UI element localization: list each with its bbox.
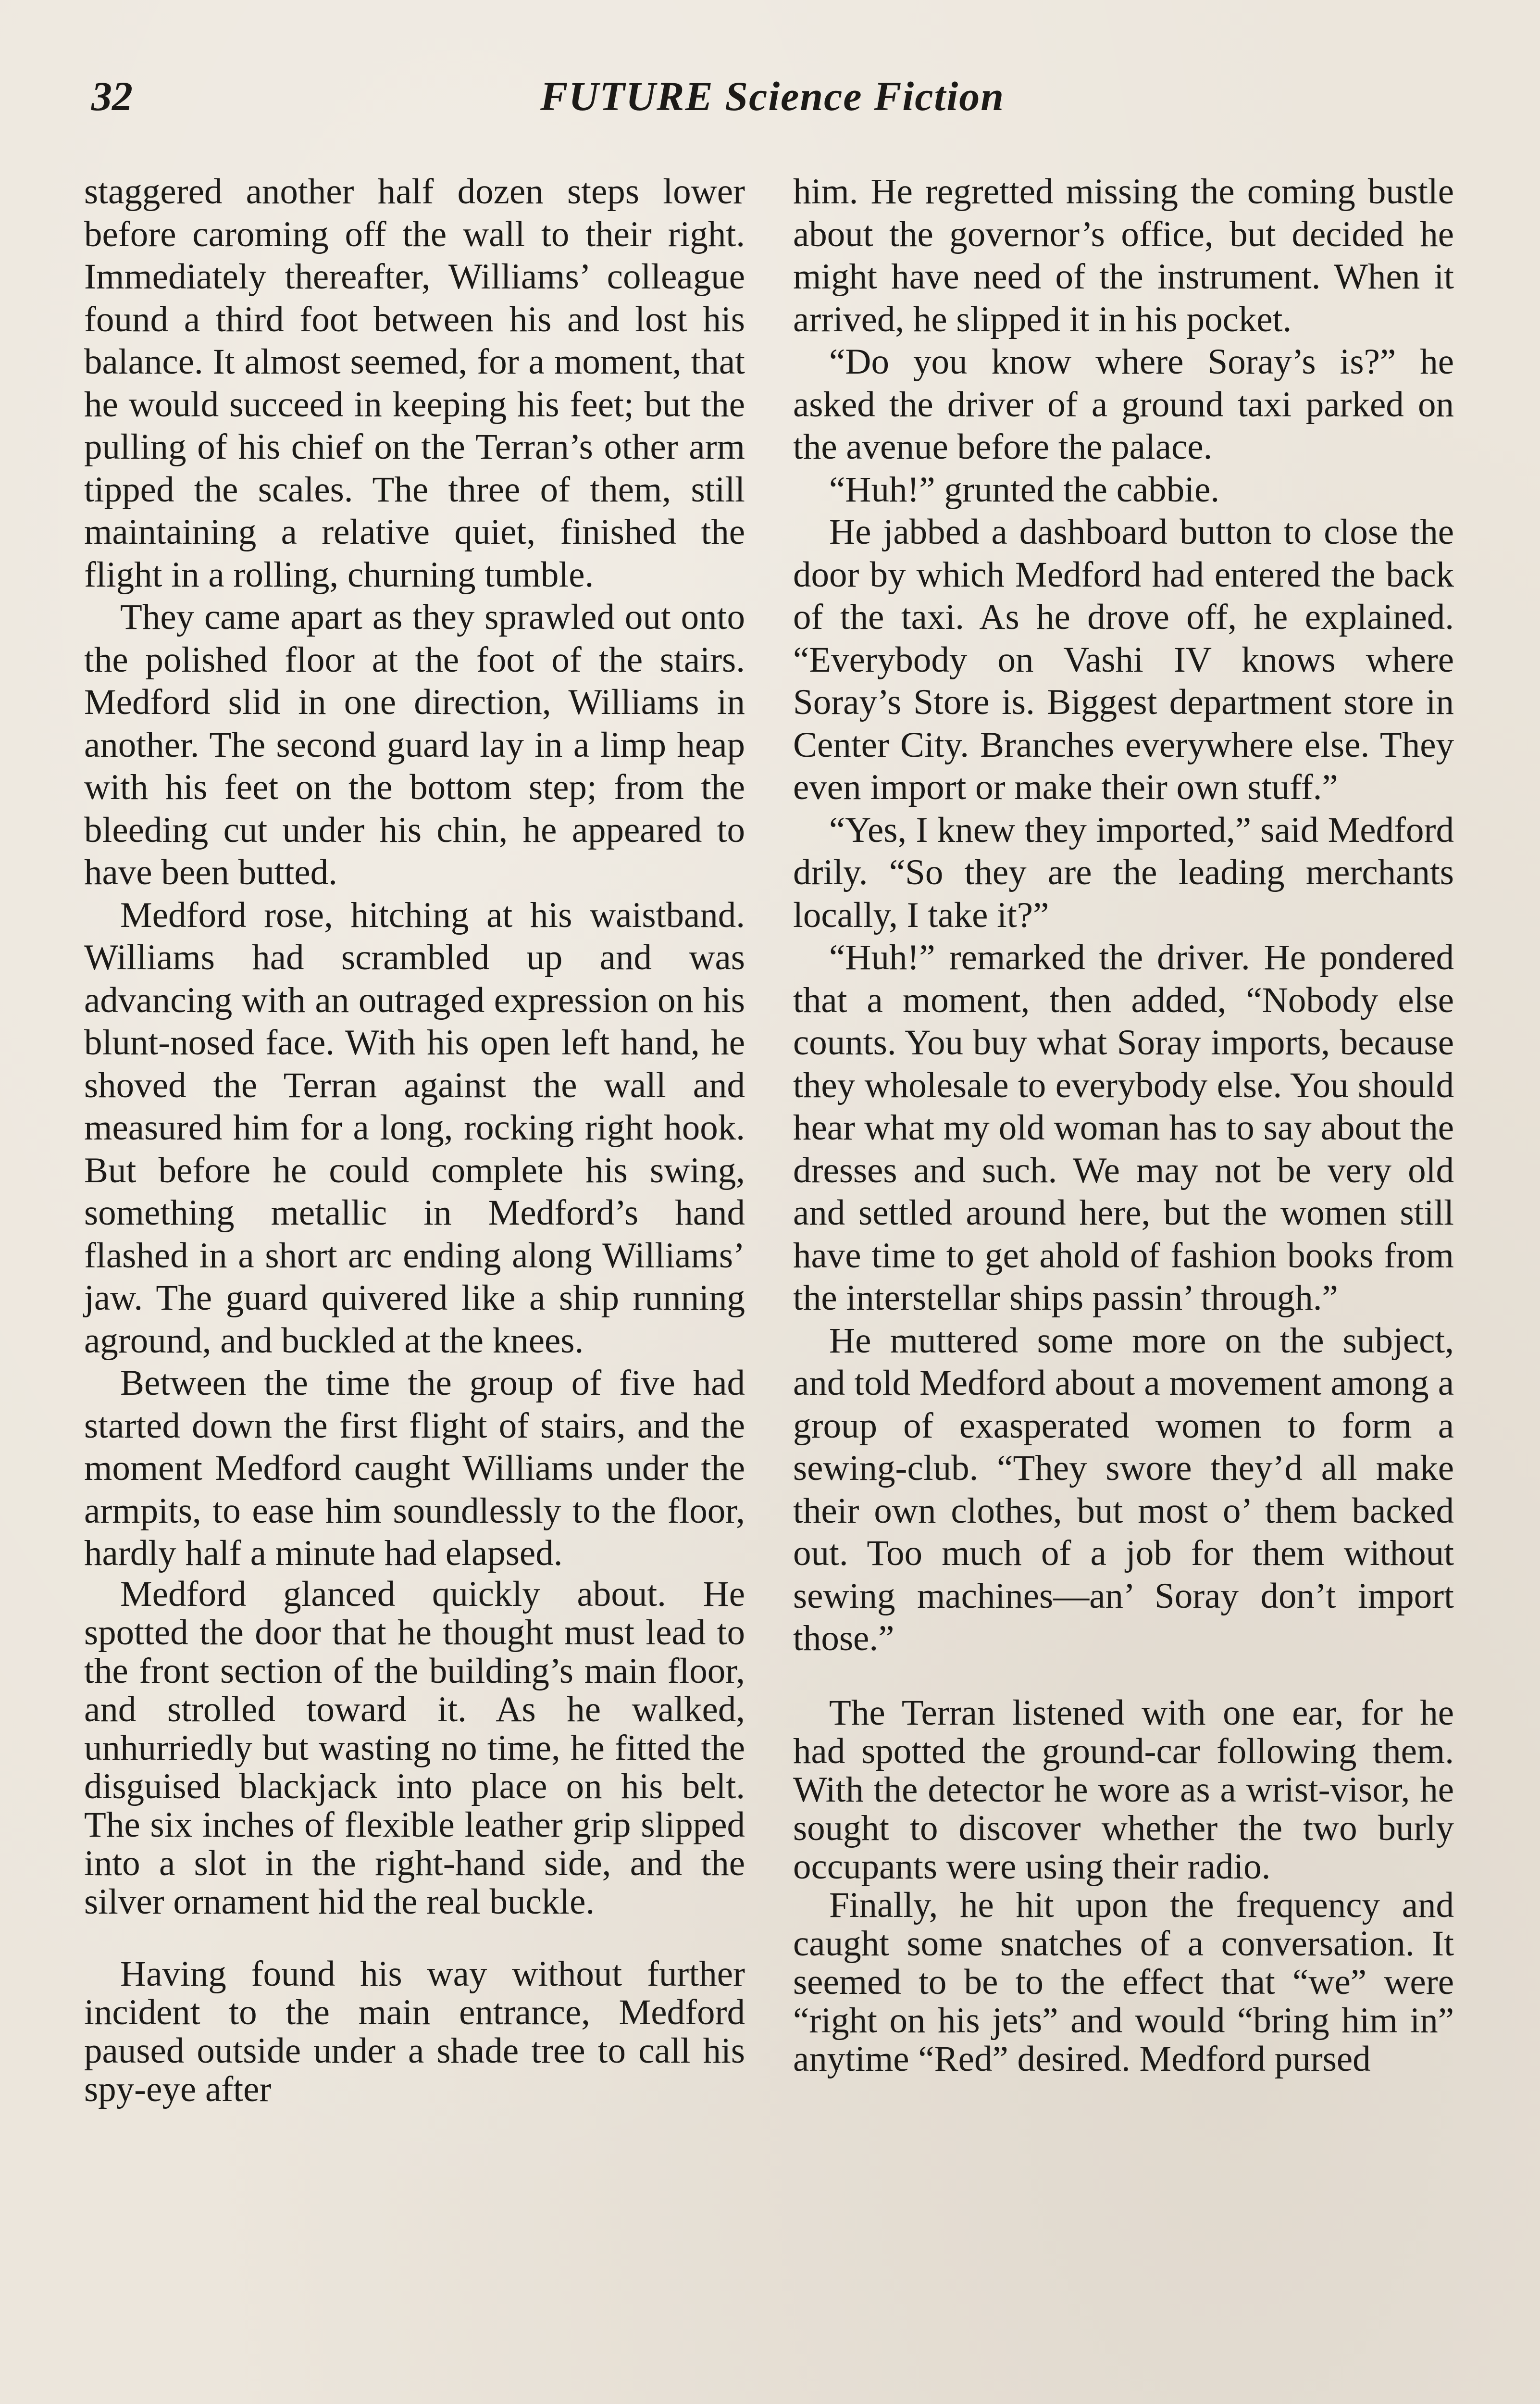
paragraph: They came apart as they sprawled out onto the polished floor at the foot of the stairs. Medford slid in one direction, Williams in another. The second guard lay in a limp heap with his feet on the bottom step; from the bleeding cut under his chin, he appeared to have been butted.: [84, 597, 745, 892]
paragraph: He jabbed a dashboard button to close the door by which Medford had entered the back of the taxi. As he drove off, he explained. “Everybody on Vashi IV knows where Soray’s Store is. Biggest department store in Center City. Branches everywhere else. They even import or make their own stuff.”: [793, 512, 1454, 807]
magazine-title: FUTURE Science Fiction: [540, 73, 1005, 119]
paragraph: He muttered some more on the subject, and told Medford about a movement among a group of exasperated women to form a sewing-club. “They swore they’d all make their own clothes, but most o’ them backed out. Too much of a job for them without sewing machines—an’ Soray don’t import those.”: [793, 1320, 1454, 1658]
paragraph: “Yes, I knew they imported,” said Medford drily. “So they are the leading merchants locally, I take it?”: [793, 810, 1454, 935]
paragraph: him. He regretted missing the coming bustle about the governor’s office, but decided he might have need of the instrument. When it arrived, he slipped it in his pocket.: [793, 172, 1454, 339]
page-number: 32: [91, 73, 133, 119]
paragraph: staggered another half dozen steps lower before caroming off the wall to their right. Immediately thereafter, Williams’ colleague found a third foot between his and lost his balance. It almost seemed, for a moment, that he would succeed in keeping his feet; but the pulling of his chief on the Terran’s other arm tipped the scales. The three of them, still maintaining a relative quiet, finished the flight in a rolling, churning tumble.: [84, 172, 745, 595]
paragraph: Having found his way without further incident to the main entrance, Medford paused outside under a shade tree to call his spy-eye after: [84, 1953, 745, 2109]
paragraph: Between the time the group of five had started down the first flight of stairs, and the moment Medford caught Williams under the armpits, to ease him soundlessly to the floor, hardly half a minute had elapsed.: [84, 1363, 745, 1573]
paragraph: “Huh!” grunted the cabbie.: [829, 469, 1220, 510]
paragraph: Medford rose, hitching at his waistband. Williams had scrambled up and was advancing with an outraged expression on his blunt-nosed face. With his open left hand, he shoved the Terran against the wall and measured him for a long, rocking right hook. But before he could complete his swing, something metallic in Medford’s hand flashed in a short arc ending along Williams’ jaw. The guard quivered like a ship running aground, and buckled at the knees.: [84, 895, 745, 1361]
paragraph: Finally, he hit upon the frequency and caught some snatches of a conversation. It seemed to be to the effect that “we” were “right on his jets” and would “bring him in” anytime “Red” desired. Medford pursed: [793, 1885, 1454, 2079]
left-column: [84, 171, 745, 2109]
paragraph: “Huh!” remarked the driver. He pondered that a moment, then added, “Nobody else counts. You buy what Soray imports, because they wholesale to everybody else. You should hear what my old woman has to say about the dresses and such. We may not be very old and settled around here, but the women still have time to get ahold of fashion books from the interstellar ships passin’ through.”: [793, 938, 1454, 1318]
paragraph: The Terran listened with one ear, for he had spotted the ground-car following them. With the detector he wore as a wrist-visor, he sought to discover whether the two burly occupants were using their radio.: [793, 1692, 1454, 1887]
paragraph: “Do you know where Soray’s is?” he asked the driver of a ground taxi parked on the avenue before the palace.: [793, 342, 1454, 467]
right-column: [793, 171, 1454, 2078]
page-header: [72, 72, 1473, 130]
paragraph: Medford glanced quickly about. He spotted the door that he thought must lead to the front section of the building’s main floor, and strolled toward it. As he walked, unhurriedly but wasting no time, he fitted the disguised blackjack into place on his belt. The six inches of flexible leather grip slipped into a slot in the right-hand side, and the silver ornament hid the real buckle.: [84, 1574, 745, 1922]
